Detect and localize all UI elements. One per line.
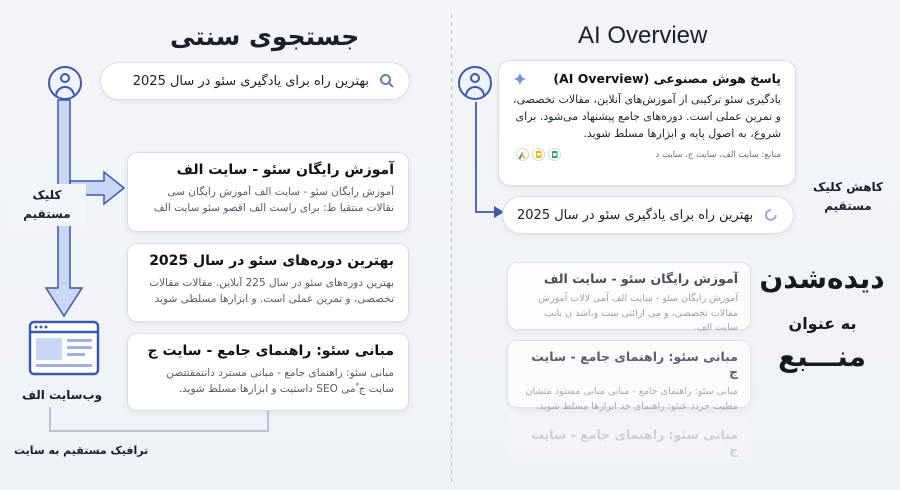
sparkle-icon [513, 72, 527, 86]
left-search-bar[interactable] [100, 62, 410, 100]
source-word: منـــبع [777, 340, 867, 373]
left-result-3-title: مبانی سئو: راهنمای جامع - سایت ج [147, 343, 394, 359]
left-result-2-title: بهترین دوره‌های سئو در سال 2025 [149, 253, 394, 269]
seen-word: دیده‌شدن [759, 262, 885, 295]
user-icon [48, 66, 82, 100]
left-search-query: بهترین راه برای یادگیری سئو در سال 2025 [132, 73, 369, 89]
column-divider [451, 14, 452, 484]
right-result-2[interactable] [507, 340, 751, 412]
website-label: وب‌سایت الف [21, 388, 103, 402]
right-result-1-text: آموزش رایگان سئو - سایت الف آمی لالات آموزش مقالات تخصصی، و می ارائتی ست و،اشد ن بابت سایت الف. [538, 293, 738, 334]
right-column-title: AI Overview [578, 22, 708, 49]
ai-heading: پاسخ هوش مصنوعی (AI Overview) [553, 71, 781, 86]
as-word: به عنوان [788, 314, 857, 333]
click-label-line1: کلیک [32, 188, 62, 202]
google-slides-icon[interactable] [532, 148, 545, 161]
click-label-line2: مستقیم [23, 207, 71, 222]
loading-icon [763, 207, 779, 223]
google-sheets-icon[interactable] [548, 148, 561, 161]
right-result-2-text: مبانی سئو: راهنمای جامع - مبانی مبانی مستود متشان مطیت حردد عنئو: راهنمای حد ابزارها مسلط شوید. [525, 386, 738, 412]
left-column-title: جستجوی سنتی [170, 22, 360, 51]
right-result-2-title: مبانی سئو: راهنمای جامع - سایت ج [531, 349, 738, 379]
user-icon-right [458, 66, 492, 100]
search-icon [379, 73, 395, 89]
ai-overview-card [498, 60, 796, 186]
right-result-1[interactable] [507, 262, 751, 334]
right-search-bar[interactable] [502, 196, 794, 234]
click-reduce-line1: کاهش کلیک [812, 180, 883, 194]
left-result-2-text: بهترین دوره‌های سئو در سال 225 آنلاین. مقالات مقالات تخصصی، و تمرین عملی است. و ابزارها مسلطی شوید [149, 277, 394, 306]
left-result-1[interactable] [127, 152, 409, 232]
right-result-1-title: آموزش رایگان سئو - سایت الف [543, 271, 738, 286]
website-icon [28, 320, 100, 376]
click-reduce-line2: مستقیم [824, 199, 872, 214]
direct-click-label [8, 184, 86, 226]
left-result-1-text: آموزش رایگان سئو - سایت الف آموزش رایگان سی نقالات منتقیا ط: برای راست الف اقصو سئو سایت الف [153, 186, 394, 215]
right-result-3[interactable] [507, 418, 751, 458]
left-result-3[interactable] [127, 333, 409, 411]
left-result-2[interactable] [127, 243, 409, 322]
google-ads-icon[interactable] [516, 148, 529, 161]
left-result-1-title: آموزش رایگان سئو - سایت الف [176, 162, 394, 178]
click-reduction-label [808, 178, 888, 216]
ai-sources: منابع: سایت الف، سایت ج، سایت د [655, 149, 781, 160]
right-search-query: بهترین راه برای یادگیری سئو در سال 2025 [517, 207, 754, 223]
right-result-3-title: مبانی سئو: راهنمای جامع - سایت ج [531, 427, 738, 457]
left-result-3-text: مبانی سئو: راهنمای جامع - مبانی مسترد دانتمقتتصن سایت ج ٌمی SEO داستیت و ابزارها مسلط شوید. [166, 367, 394, 396]
traffic-label: ترافیک مستقیم به سایت [14, 444, 149, 457]
ai-answer-text: یادگیری سئو ترکیبی از آموزش‌های آنلاین، مقالات تخصصی، و تمرین عملی است. دوره‌های جامع پیشنهاد می‌شود. برای شروع، به اصول پایه و ابزارها مسلط شوید. [513, 93, 781, 141]
